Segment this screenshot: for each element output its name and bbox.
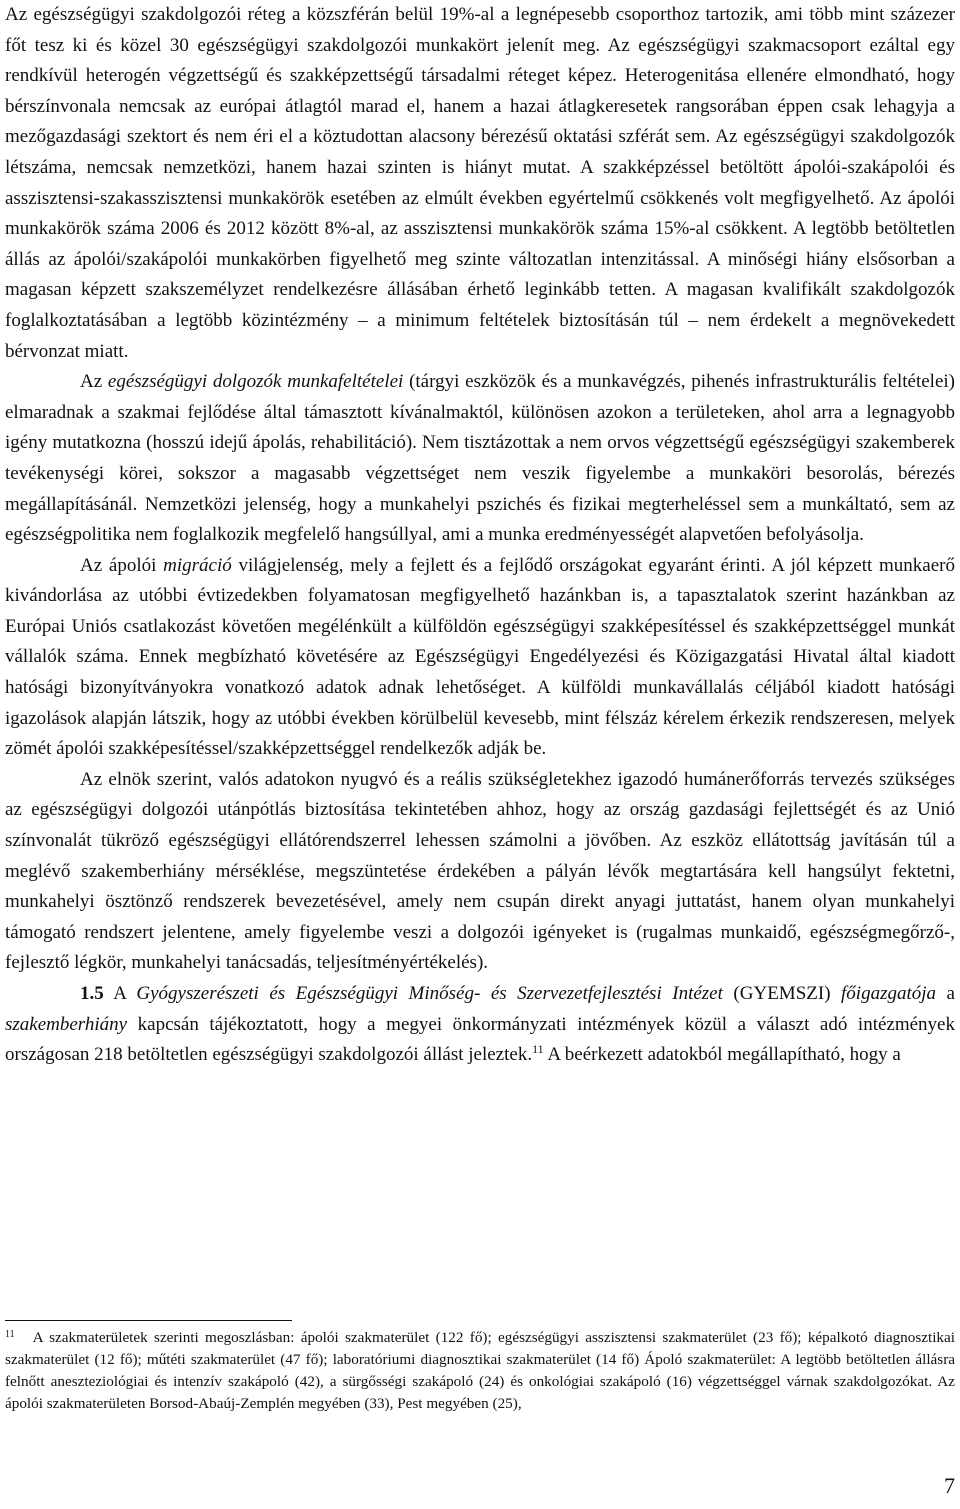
page-number: 7 [944, 1473, 955, 1498]
paragraph-workforce: Az egészségügyi szakdolgozói réteg a közszférán belül 19%-al a legnépesebb csoporthoz tartozik, ami több mint százezer főt tesz ki és közel 30 egészségügyi szakdolgozói munkakört jelenít meg. Az egészségügyi szakmacsoport ezáltal egy rendkívül heterogén végzettségű és szakképzettségű társadalmi réteget képez. Heterogenitása ellenére elmondható, hogy bérszínvonala nemcsak az európai átlagtól marad el, hanem a hazai átlagkeresetek rangsorában éppen csak lehagyja a mezőgazdasági szektort és nem éri el a köztudottan alacsony bérezésű oktatási szférát sem. Az egészségügyi szakdolgozók létszáma, nemcsak nemzetközi, hanem hazai szinten is hiányt mutat. A szakképzéssel betöltött ápolói-szakápolói és asszisztensi-szakasszisztensi munkakörök esetében az elmúlt években egyértelmű csökkenés volt megfigyelhető. Az ápolói munkakörök száma 2006 és 2012 között 8%-al, az asszisztensi munkakörök száma 15%-al csökkent. A legtöbb betöltetlen állás az ápolói/szakápolói munkakörben figyelhető meg szinte változatlan intenzitással. A minőségi hiány elsősorban a magasan képzett szakszemélyzet rendelkezésre állásában érhető leginkább tetten. A magasan kvalifikált szakdolgozók foglalkoztatásában a legtöbb közintézmény – a minimum feltételek biztosításán túl – nem érdekelt a megnövekedett bérvonzat miatt. [5, 4, 955, 362]
footnotes [5, 1327, 955, 1415]
emphasis-working-conditions: egészségügyi dolgozók munkafeltételei [107, 371, 404, 393]
paragraph-working-conditions: Az egészségügyi dolgozók munkafeltételei (tárgyi eszközök és a munkavégzés, pihenés infrastrukturális feltételei) elmaradnak a szakmai fejlődése által támasztott kívánalmaktól, különösen azokon a területeken, ahol arra a legnagyobb igény mutatkozna (hosszú idejű ápolás, rehabilitáció). Nem tisztázottak a nem orvos végzettségű egészségügyi szakemberek tevékenységi körei, sokszor a magasabb végzettséget nem veszik figyelembe a munkaköri besorolás, bérezés megállapításánál. Nemzetközi jelenség, hogy a munkahelyi pszichés és fizikai megterheléssel sem a munkáltató, sem az egészségpolitika nem foglalkozik megfelelő hangsúllyal, ami a munka eredményességét alapvetően befolyásolja. [5, 371, 956, 546]
paragraph-hr-planning: Az elnök szerint, valós adatokon nyugvó és a reális szükségletekhez igazodó humánerőforrás tervezés szükséges az egészségügyi dolgozói utánpótlás biztosítása tekintetében ahhoz, hogy az ország gazdasági fejlettségét és az Unió színvonalát tükröző egészségügyi ellátórendszerrel lehessen számolni a jövőben. Az eszköz ellátottság javításán túl a meglévő szakemberhiány mérséklése, megszüntetése érdekében a pályán lévők megtartására kell hangsúlyt fektetni, munkahelyi ösztönző rendszerek bevezetésével, amely nem csupán direkt anyagi juttatást, hanem olyan munkahelyi támogató rendszert jelentene, amely figyelembe veszi a dolgozói igényeket is (rugalmas munkaidő, egészségmegőrző-, fejlesztő légkör, munkahelyi tanácsadás, teljesítményértékelés). [5, 768, 955, 974]
footnote-mark: 11 [5, 1329, 15, 1340]
footnote-reference[interactable]: 11 [532, 1042, 544, 1057]
emphasis-director: főigazgatója [841, 983, 937, 1004]
footnote-text: A szakmaterületek szerinti megoszlásban: ápolói szakmaterület (122 fő); egészségügyi asszisztensi szakmaterület (23 fő); képalkotó diagnosztikai szakmaterület (12 fő); műtéti szakmaterület (47 fő); laboratóriumi diagnosztikai szakmaterület (14 fő) Ápoló szakmaterület: A legtöbb betöltetlen állásra felnőtt aneszteziológiai és intenzív szakápoló (42), a sürgősségi szakápoló (24) és onkológiai szakápoló (16) végzettséggel várnak szakdolgozókat. Az ápolói szakmaterületen Borsod-Abaúj-Zemplén megyében (33), Pest megyében (25), [5, 1329, 955, 1412]
section-number: 1.5 [80, 983, 104, 1004]
emphasis-migration: migráció [163, 554, 232, 576]
footnote-separator [5, 1320, 292, 1321]
document-page [5, 0, 955, 1509]
emphasis-shortage: szakemberhiány [5, 1013, 128, 1035]
paragraph-migration: Az ápolói migráció világjelenség, mely a fejlett és a fejlődő országokat egyaránt érinti. A jól képzett munkaerő kivándorlása az utóbbi évtizedekben folyamatosan megfigyelhető hazánkban is, a tapasztalatok szerint hazánkban az Európai Uniós csatlakozást követően megélénkült a külföldön egészségügyi szakképesítéssel és szakképzettséggel munkát vállalók száma. Ennek megbízható követésére az Egészségügyi Engedélyezési és Közigazgatási Hivatal által kiadott hatósági bizonyítványokra vonatkozó adatok adnak lehetőséget. A külföldi munkavállalás céljából kiadott hatósági igazolások alapján látszik, hogy az utóbbi években körülbelül kevesebb, mint félszáz kérelem érkezik rendszeresen, melyek zömét ápolói szakképesítéssel/szakképzettséggel rendelkezők adják be. [5, 554, 955, 760]
footnote-11 [5, 1327, 955, 1415]
paragraph-gyemszi: 1.5 A Gyógyszerészeti és Egészségügyi Minőség- és Szervezetfejlesztési Intézet (GYEMSZI) főigazgatója a szakemberhiány kapcsán tájékoztatott, hogy a megyei önkormányzati intézmények közül a választ adó intézmények országosan 218 betöltetlen egészségügyi szakdolgozói állást jeleztek.$^{11}$ A beérkezett adatokból megállapítható, hogy a [5, 983, 955, 1066]
body-text [5, 0, 955, 1071]
institute-name: Gyógyszerészeti és Egészségügyi Minőség- és Szervezetfejlesztési Intézet [136, 983, 723, 1004]
